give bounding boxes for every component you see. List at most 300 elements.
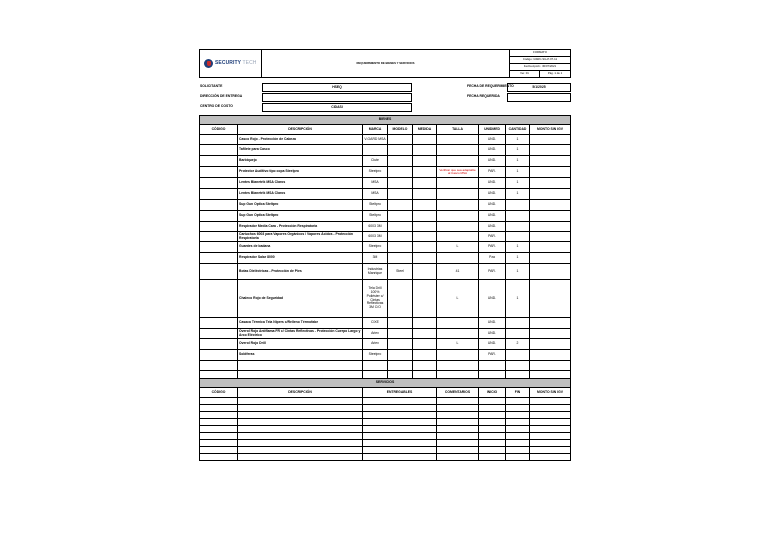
services-row [200,440,571,447]
services-cell[interactable] [437,419,479,426]
services-cell[interactable] [506,433,530,440]
empty-cell[interactable] [479,371,506,379]
cell-description[interactable]: Chaleco Rojo de Seguridad [238,280,363,318]
services-cell[interactable] [200,440,238,447]
cell-brand[interactable]: Industrias Manrique [363,264,388,280]
cell-description[interactable]: Sup Gun Optica Steltpro [238,211,363,222]
table-row [200,200,571,211]
services-section-title: SERVICIOS [200,379,571,388]
services-cell[interactable] [200,433,238,440]
cell-description[interactable]: Casaca Térmica Tela Nipers c/Relleno Térmofabe [238,318,363,329]
cell-size[interactable] [437,318,479,329]
cell-code[interactable] [200,253,238,264]
cell-model[interactable] [388,339,413,350]
request-date-label: FECHA DE REQUERIMIENTO [467,84,514,88]
services-cell[interactable] [437,433,479,440]
cell-description[interactable]: Overol Rojo Drill [238,339,363,350]
cell-code[interactable] [200,232,238,242]
services-row [200,426,571,433]
version: Ver. 01 [510,71,540,78]
empty-cell[interactable] [530,371,571,379]
services-cell[interactable] [530,398,571,405]
services-cell[interactable] [363,447,437,454]
empty-cell[interactable] [437,371,479,379]
services-row [200,398,571,405]
services-cell[interactable] [437,405,479,412]
request-date-field[interactable]: 5/1/2025 [507,83,571,92]
cell-measure[interactable] [413,280,437,318]
cell-brand[interactable]: V-GARD MSA [363,135,388,145]
cell-model[interactable] [388,242,413,253]
column-header-unit: UNIDMED [479,125,506,135]
column-header-model: MODELO [388,125,413,135]
empty-cell[interactable] [363,361,388,371]
services-cell[interactable] [530,405,571,412]
cell-amount[interactable] [530,145,571,156]
cost-center-label: CENTRO DE COSTO [200,104,233,108]
services-cell[interactable] [506,412,530,419]
cell-size[interactable] [437,178,479,189]
services-cell[interactable] [200,405,238,412]
services-cell[interactable] [200,447,238,454]
cell-brand[interactable]: Steelpro [363,167,388,178]
services-column-amount: MONTO SIN IGV [530,388,571,398]
cell-code[interactable] [200,318,238,329]
empty-cell[interactable] [413,371,437,379]
cell-measure[interactable] [413,211,437,222]
cell-model[interactable] [388,329,413,339]
services-cell[interactable] [506,405,530,412]
cell-amount[interactable] [530,167,571,178]
table-row [200,280,571,318]
cell-unit[interactable]: UND. [479,280,506,318]
cell-unit[interactable]: PAR. [479,167,506,178]
services-cell[interactable] [530,447,571,454]
services-cell[interactable] [238,454,363,461]
cell-quantity[interactable] [506,200,530,211]
services-cell[interactable] [200,412,238,419]
services-cell[interactable] [363,419,437,426]
cell-unit[interactable]: UND. [479,211,506,222]
logo-sub-text: TECH [242,59,257,66]
cell-description[interactable]: Soldferas [238,350,363,361]
cell-code[interactable] [200,211,238,222]
logo-main-text: SECURITY [215,59,241,66]
cell-amount[interactable] [530,242,571,253]
services-cell[interactable] [238,405,363,412]
cell-brand[interactable]: CIXE [363,318,388,329]
cell-brand[interactable]: Clute [363,156,388,167]
cell-size[interactable] [437,232,479,242]
services-cell[interactable] [506,426,530,433]
services-cell[interactable] [238,440,363,447]
cell-model[interactable] [388,280,413,318]
cell-quantity[interactable] [506,222,530,232]
services-cell[interactable] [479,433,506,440]
cell-quantity[interactable]: 1 [506,135,530,145]
cell-code[interactable] [200,264,238,280]
services-cell[interactable] [238,412,363,419]
services-cell[interactable] [200,426,238,433]
cell-description[interactable]: Protector Auditivo tipo copa Steelpro [238,167,363,178]
services-cell[interactable] [506,398,530,405]
delivery-address-field[interactable] [262,93,412,102]
cell-description[interactable]: Guantes de badana [238,242,363,253]
cell-quantity[interactable] [506,350,530,361]
services-row [200,405,571,412]
cell-unit[interactable]: Pza [479,253,506,264]
cell-model[interactable] [388,167,413,178]
cell-amount[interactable] [530,222,571,232]
column-header-brand: MARCA [363,125,388,135]
cell-model[interactable] [388,156,413,167]
cell-model[interactable] [388,145,413,156]
cell-unit[interactable]: UND. [479,156,506,167]
cell-code[interactable] [200,329,238,339]
cell-amount[interactable] [530,350,571,361]
services-cell[interactable] [479,405,506,412]
cell-size[interactable] [437,329,479,339]
cell-code[interactable] [200,242,238,253]
requirement-form [199,49,570,489]
empty-cell[interactable] [479,361,506,371]
items-table [199,115,571,461]
cell-code[interactable] [200,135,238,145]
services-cell[interactable] [479,398,506,405]
cell-code[interactable] [200,222,238,232]
cell-model[interactable] [388,189,413,200]
cell-measure[interactable] [413,339,437,350]
cell-code[interactable] [200,178,238,189]
cell-quantity[interactable]: 1 [506,242,530,253]
services-cell[interactable] [506,454,530,461]
form-title: REQUERIMIENTO DE BIENES Y SERVICIOS [262,50,510,78]
services-column-start: INICIO [479,388,506,398]
services-row [200,454,571,461]
services-cell[interactable] [363,426,437,433]
cell-size[interactable]: L [437,339,479,350]
cell-size[interactable]: 41 [437,264,479,280]
cell-measure[interactable] [413,178,437,189]
table-row [200,318,571,329]
services-cell[interactable] [437,447,479,454]
services-cell[interactable] [238,447,363,454]
cell-quantity[interactable] [506,232,530,242]
cell-unit[interactable]: PAR. [479,242,506,253]
cell-unit[interactable]: UND. [479,178,506,189]
services-cell[interactable] [437,398,479,405]
cell-description[interactable]: Lentes Blanetrik MSA Claros [238,189,363,200]
cell-measure[interactable] [413,329,437,339]
form-header [199,49,571,78]
required-date-label: FECHA REQUERIDA [467,94,500,98]
cell-brand[interactable]: Steltpro [363,211,388,222]
cell-brand[interactable]: Steltpro [363,200,388,211]
cell-size[interactable] [437,253,479,264]
requester-field[interactable]: HSEQ [262,83,412,92]
services-cell[interactable] [530,412,571,419]
empty-cell[interactable] [506,371,530,379]
services-cell[interactable] [200,454,238,461]
services-column-description: DESCRIPCIÓN [238,388,363,398]
cell-code[interactable] [200,280,238,318]
cell-brand[interactable] [363,145,388,156]
services-cell[interactable] [363,398,437,405]
services-cell[interactable] [506,419,530,426]
cell-amount[interactable] [530,253,571,264]
cell-measure[interactable] [413,232,437,242]
services-cell[interactable] [363,454,437,461]
cell-unit[interactable]: UND. [479,145,506,156]
cell-quantity[interactable]: 1 [506,156,530,167]
services-cell[interactable] [530,454,571,461]
cell-description[interactable]: Respirador Media Cara - Protección Respiratoria [238,222,363,232]
cell-amount[interactable] [530,156,571,167]
cell-unit[interactable]: UND. [479,318,506,329]
services-column-code: CÓDIGO [200,388,238,398]
cell-code[interactable] [200,145,238,156]
cell-size[interactable] [437,200,479,211]
table-row [200,167,571,178]
page-number: Pág. 1 de 1 [540,71,571,78]
services-cell[interactable] [479,454,506,461]
cell-measure[interactable] [413,145,437,156]
cell-size[interactable]: L [437,280,479,318]
cell-model[interactable] [388,135,413,145]
services-cell[interactable] [530,419,571,426]
cell-measure[interactable] [413,189,437,200]
delivery-address-label: DIRECCIÓN DE ENTREGA [200,94,243,98]
cell-description[interactable]: Casco Rojo - Protección de Cabeza [238,135,363,145]
cell-measure[interactable] [413,253,437,264]
cell-measure[interactable] [413,167,437,178]
services-cell[interactable] [437,412,479,419]
cell-size[interactable] [437,222,479,232]
cell-quantity[interactable]: 1 [506,189,530,200]
services-row [200,412,571,419]
cell-quantity[interactable] [506,329,530,339]
cell-amount[interactable] [530,232,571,242]
cell-brand[interactable]: MSA [363,189,388,200]
cell-unit[interactable]: UND. [479,329,506,339]
cell-size[interactable] [437,350,479,361]
cell-amount[interactable] [530,318,571,329]
table-row [200,253,571,264]
services-cell[interactable] [238,433,363,440]
cell-code[interactable] [200,339,238,350]
services-cell[interactable] [437,426,479,433]
services-cell[interactable] [437,440,479,447]
empty-cell[interactable] [388,371,413,379]
cell-description[interactable]: Barbiquejo [238,156,363,167]
services-cell[interactable] [479,419,506,426]
services-cell[interactable] [238,398,363,405]
cell-brand[interactable]: Steelpro [363,242,388,253]
services-column-comments: COMENTARIOS [437,388,479,398]
cell-measure[interactable] [413,242,437,253]
column-header-size: TALLA [437,125,479,135]
services-cell[interactable] [479,412,506,419]
table-row [200,350,571,361]
cell-quantity[interactable]: 1 [506,178,530,189]
cell-amount[interactable] [530,280,571,318]
empty-cell[interactable] [413,361,437,371]
cell-unit[interactable]: UND. [479,200,506,211]
cell-brand[interactable]: 3M [363,253,388,264]
cell-unit[interactable]: PAR. [479,232,506,242]
cell-model[interactable] [388,318,413,329]
empty-cell[interactable] [200,371,238,379]
empty-cell[interactable] [530,361,571,371]
table-row [200,242,571,253]
services-cell[interactable] [363,433,437,440]
cell-amount[interactable] [530,135,571,145]
services-cell[interactable] [363,412,437,419]
empty-cell[interactable] [388,361,413,371]
company-logo [200,50,262,78]
cell-measure[interactable] [413,222,437,232]
cell-model[interactable]: Steel [388,264,413,280]
cell-amount[interactable] [530,211,571,222]
services-cell[interactable] [530,440,571,447]
cell-description[interactable]: Respirador Salar 8000 [238,253,363,264]
cell-description[interactable]: Sup Gun Optica Steltpro [238,200,363,211]
table-row [200,371,571,379]
cell-unit[interactable]: UND. [479,135,506,145]
cell-code[interactable] [200,200,238,211]
cell-quantity[interactable]: 1 [506,167,530,178]
cell-amount[interactable] [530,200,571,211]
cell-model[interactable] [388,253,413,264]
cell-unit[interactable]: UND. [479,222,506,232]
services-cell[interactable] [437,454,479,461]
table-row [200,222,571,232]
empty-cell[interactable] [506,361,530,371]
cell-brand[interactable]: 6003 3M [363,232,388,242]
cell-unit[interactable]: PAR. [479,264,506,280]
table-row [200,329,571,339]
cell-model[interactable] [388,232,413,242]
table-row [200,178,571,189]
cell-size[interactable] [437,135,479,145]
empty-cell[interactable] [238,371,363,379]
services-cell[interactable] [479,426,506,433]
cell-size[interactable] [437,189,479,200]
table-row [200,145,571,156]
cell-quantity[interactable] [506,318,530,329]
cell-model[interactable] [388,211,413,222]
services-cell[interactable] [479,447,506,454]
cell-description[interactable]: Tafilete para Casco [238,145,363,156]
cell-size[interactable]: Verificar que sea adaptable al Casco MSA [437,167,479,178]
services-cell[interactable] [479,440,506,447]
column-header-code: CÓDIGO [200,125,238,135]
cell-description[interactable]: Lentes Blanetrik MSA Claros [238,178,363,189]
cell-unit[interactable]: UND. [479,189,506,200]
cell-amount[interactable] [530,339,571,350]
cost-center-field[interactable]: CIDASI [262,103,412,112]
cell-quantity[interactable] [506,211,530,222]
services-row [200,419,571,426]
cell-brand[interactable]: MSA [363,178,388,189]
cell-description[interactable]: Cartuchos 6003 para Vapores Orgánicos / Vapores Ácidos - Protección Respiratoria [238,232,363,242]
column-header-amount: MONTO SIN IGV [530,125,571,135]
cell-code[interactable] [200,350,238,361]
required-date-field[interactable] [507,93,571,102]
services-column-end: FIN [506,388,530,398]
cell-brand[interactable]: Ariex [363,329,388,339]
cell-measure[interactable] [413,264,437,280]
cell-size[interactable] [437,156,479,167]
cell-measure[interactable] [413,350,437,361]
services-cell[interactable] [530,433,571,440]
cell-size[interactable] [437,211,479,222]
cell-description[interactable]: Overol Rojo Antiflama FR c/ Cintas Reflectivas - Protección Cuerpo Largo y Arco Eléctrico [238,329,363,339]
cell-unit[interactable]: PAR. [479,350,506,361]
services-row [200,447,571,454]
empty-cell[interactable] [437,361,479,371]
cell-quantity[interactable]: 1 [506,280,530,318]
cell-code[interactable] [200,189,238,200]
cell-amount[interactable] [530,264,571,280]
table-row [200,211,571,222]
cell-measure[interactable] [413,135,437,145]
cell-brand[interactable]: Ariex [363,339,388,350]
cell-size[interactable]: L [437,242,479,253]
services-cell[interactable] [363,440,437,447]
goods-section-title: BIENES [200,116,571,125]
services-cell[interactable] [506,440,530,447]
cell-amount[interactable] [530,189,571,200]
services-cell[interactable] [200,398,238,405]
cell-brand[interactable]: 6003 3M [363,222,388,232]
cell-quantity[interactable]: 1 [506,253,530,264]
services-cell[interactable] [363,405,437,412]
cell-description[interactable]: Botas Dieléctricas - Protección de Pies [238,264,363,280]
cell-code[interactable] [200,156,238,167]
cell-model[interactable] [388,350,413,361]
cell-amount[interactable] [530,329,571,339]
cell-quantity[interactable]: 1 [506,264,530,280]
cell-model[interactable] [388,200,413,211]
empty-cell[interactable] [238,361,363,371]
cell-brand[interactable]: Steelpro [363,350,388,361]
table-row [200,189,571,200]
cell-brand[interactable]: Tela Drill 100% Poliéster c/ Cintas Reflectivas 3M C/O [363,280,388,318]
cell-measure[interactable] [413,200,437,211]
cell-model[interactable] [388,222,413,232]
empty-cell[interactable] [200,361,238,371]
services-cell[interactable] [238,419,363,426]
empty-cell[interactable] [363,371,388,379]
cell-code[interactable] [200,167,238,178]
services-cell[interactable] [530,426,571,433]
table-row [200,232,571,242]
cell-quantity[interactable]: 1 [506,145,530,156]
cell-measure[interactable] [413,156,437,167]
services-cell[interactable] [238,426,363,433]
cell-quantity[interactable]: 2 [506,339,530,350]
cell-size[interactable] [437,145,479,156]
column-header-measure: MEDIDA [413,125,437,135]
cell-unit[interactable]: UND. [479,339,506,350]
services-cell[interactable] [506,447,530,454]
cell-measure[interactable] [413,318,437,329]
cell-amount[interactable] [530,178,571,189]
format-label: FORMATO [510,50,571,57]
services-cell[interactable] [200,419,238,426]
cell-model[interactable] [388,178,413,189]
